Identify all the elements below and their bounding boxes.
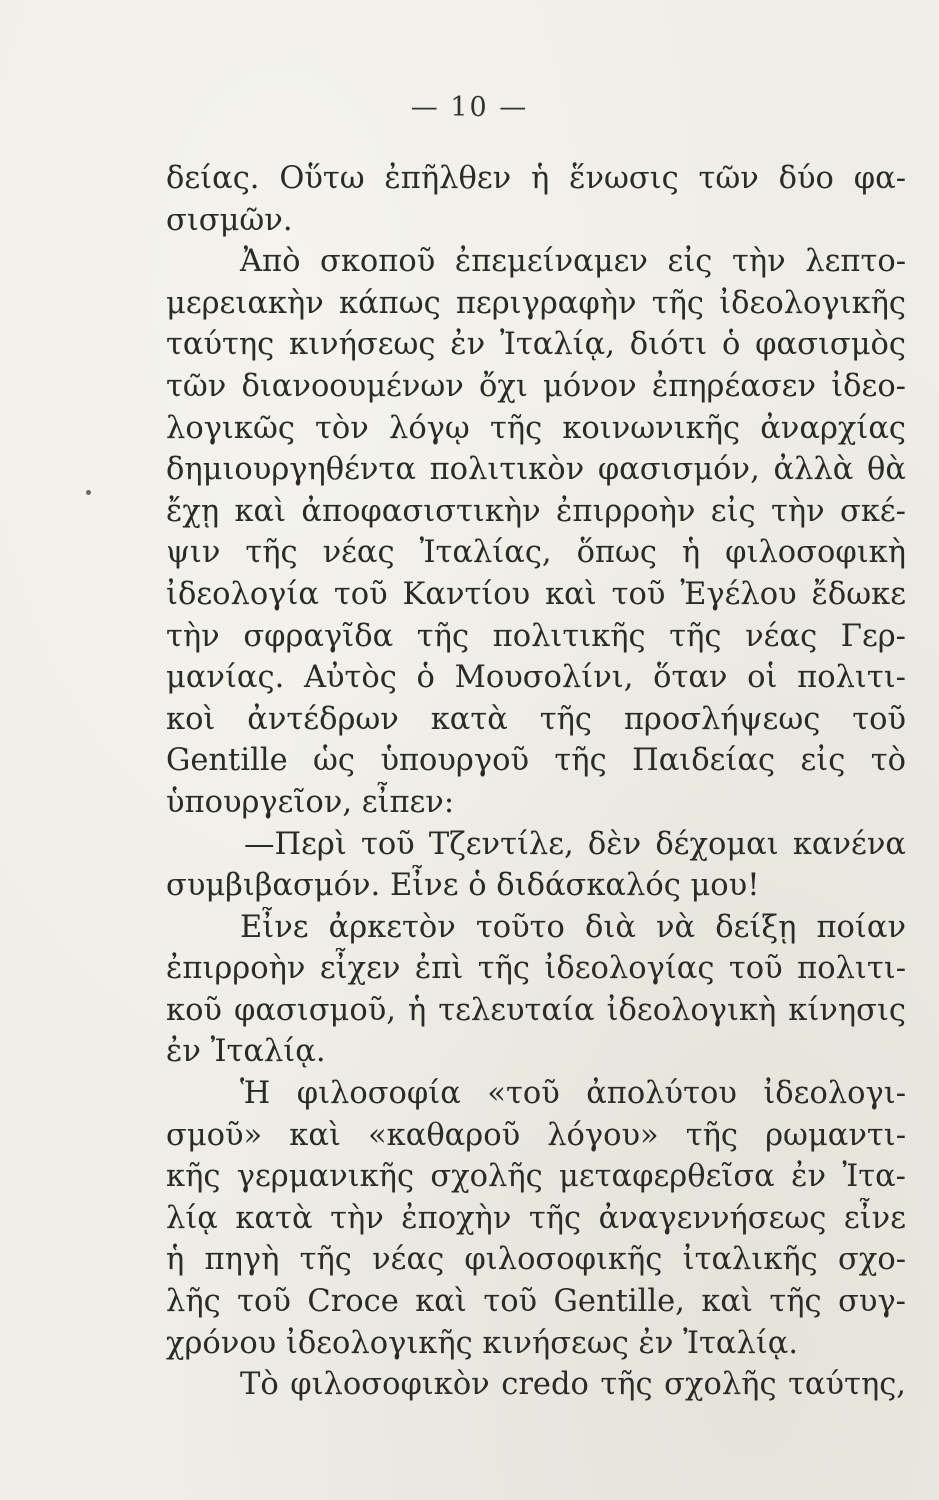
text-line: σμοῦ» καὶ «καθαροῦ λόγου» τῆς ρωμαντι- <box>166 1117 906 1153</box>
text-line: σισμῶν. <box>166 202 293 238</box>
text-line: Gentille ὡς ὑπουργοῦ τῆς Παιδείας εἰς τὸ <box>166 743 906 779</box>
text-line: λῆς τοῦ Croce καὶ τοῦ Gentille, καὶ τῆς συγ- <box>166 1284 906 1320</box>
text-line: —Περὶ τοῦ Τζεντίλε, δὲν δέχομαι κανένα <box>244 826 906 862</box>
text-line: συμβιβασμόν. Εἶνε ὁ διδάσκαλός μου! <box>166 868 760 904</box>
text-line: τῶν διανοουμένων ὄχι μόνον ἐπηρέασεν ἰδεο- <box>166 368 906 404</box>
text-line: ἔχῃ καὶ ἀποφασιστικὴν ἐπιρροὴν εἰς τὴν σκέ- <box>166 493 906 529</box>
text-line: Τὸ φιλοσοφικὸν credo τῆς σχολῆς ταύτης, <box>240 1367 906 1403</box>
text-line: δημιουργηθέντα πολιτικὸν φασισμόν, ἀλλὰ θὰ <box>166 452 906 488</box>
text-line: κοῦ φασισμοῦ, ἡ τελευταία ἰδεολογικὴ κίνησις <box>166 992 906 1028</box>
text-line: ταύτης κινήσεως ἐν Ἰταλίᾳ, διότι ὁ φασισμὸς <box>166 327 906 363</box>
text-line: μερειακὴν κάπως περιγραφὴν τῆς ἰδεολογικῆς <box>166 285 906 321</box>
text-line: Εἶνε ἀρκετὸν τοῦτο διὰ νὰ δείξῃ ποίαν <box>240 909 906 945</box>
margin-mark <box>86 490 91 495</box>
body-text <box>166 158 906 1406</box>
text-line: Ἀπὸ σκοποῦ ἐπεμείναμεν εἰς τὴν λεπτο- <box>240 244 906 280</box>
text-line: τὴν σφραγῖδα τῆς πολιτικῆς τῆς νέας Γερ- <box>166 618 906 654</box>
text-line: κῆς γερμανικῆς σχολῆς μεταφερθεῖσα ἐν Ἰτα- <box>166 1159 906 1195</box>
text-line: ἐπιρροὴν εἶχεν ἐπὶ τῆς ἰδεολογίας τοῦ πολιτι- <box>166 951 906 987</box>
text-line: κοὶ ἀντέδρων κατὰ τῆς προσλήψεως τοῦ <box>166 701 906 737</box>
text-line: λίᾳ κατὰ τὴν ἐποχὴν τῆς ἀναγεννήσεως εἶνε <box>166 1200 906 1236</box>
text-line: ἰδεολογία τοῦ Καντίου καὶ τοῦ Ἐγέλου ἔδωκε <box>166 576 906 612</box>
text-line: Ἡ φιλοσοφία «τοῦ ἀπολύτου ἰδεολογι- <box>240 1076 906 1112</box>
text-line: μανίας. Αὐτὸς ὁ Μουσολίνι, ὅταν οἱ πολιτι- <box>166 660 906 696</box>
text-line: ὑπουργεῖον, εἶπεν: <box>166 784 455 820</box>
text-line: δείας. Οὕτω ἐπῆλθεν ἡ ἕνωσις τῶν δύο φα- <box>166 161 906 196</box>
text-line: ψιν τῆς νέας Ἰταλίας, ὅπως ἡ φιλοσοφικὴ <box>166 535 906 571</box>
text-line: χρόνου ἰδεολογικῆς κινήσεως ἐν Ἰταλίᾳ. <box>166 1325 799 1361</box>
page-number: — 10 — <box>410 92 529 123</box>
text-line: ἡ πηγὴ τῆς νέας φιλοσοφικῆς ἰταλικῆς σχο- <box>166 1242 906 1278</box>
text-line: λογικῶς τὸν λόγῳ τῆς κοινωνικῆς ἀναρχίας <box>166 410 906 446</box>
text-line: ἐν Ἰταλίᾳ. <box>166 1034 326 1070</box>
